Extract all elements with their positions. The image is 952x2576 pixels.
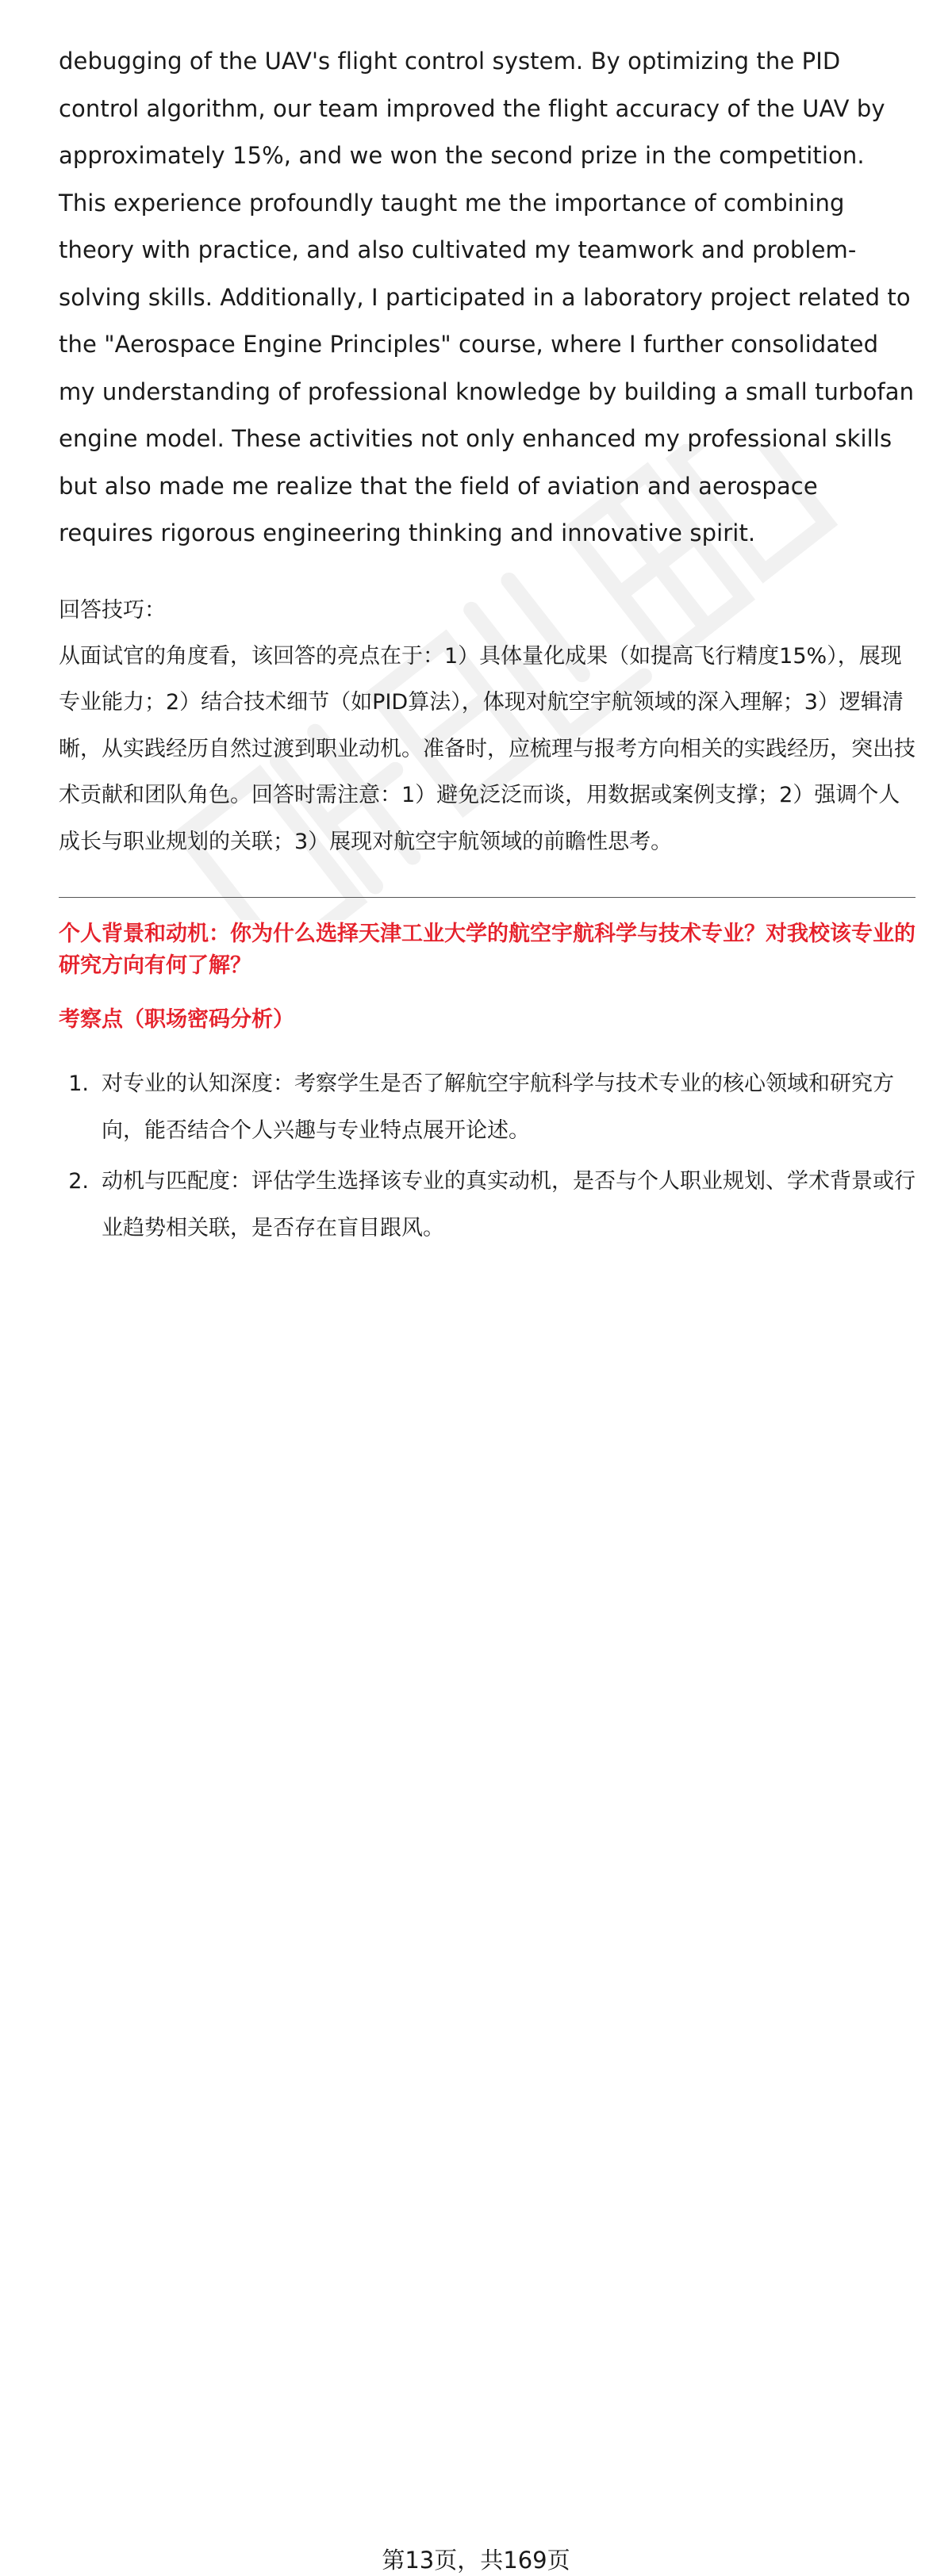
list-item <box>59 1159 916 1252</box>
list-item-number: 1. <box>68 1071 89 1096</box>
assessment-point-list <box>59 1061 916 1252</box>
section-divider <box>59 897 916 898</box>
list-item-number: 2. <box>68 1169 89 1194</box>
tips-paragraph: 从面试官的角度看，该回答的亮点在于：1）具体量化成果（如提高飞行精度15%），展现专业能力；2）结合技术细节（如PID算法），体现对航空宇航领域的深入理解；3）逻辑清晰，从实践经历自然过渡到职业动机。准备时，应梳理与报考方向相关的实践经历，突出技术贡献和团队角色。回答时需注意：1）避免泛泛而谈，用数据或案例支撑；2）强调个人成长与职业规划的关联；3）展现对航空宇航领域的前瞻性思考。 <box>59 643 916 854</box>
assessment-heading: 考察点（职场密码分析） <box>59 1007 294 1032</box>
tips-label: 回答技巧： <box>59 597 166 623</box>
document-page <box>59 38 916 1252</box>
list-item-text: 对专业的认知深度：考察学生是否了解航空宇航科学与技术专业的核心领域和研究方向，能否结合个人兴趣与专业特点展开论述。 <box>102 1071 894 1143</box>
question-title: 个人背景和动机：你为什么选择天津工业大学的航空宇航科学与技术专业？对我校该专业的研究方向有何了解？ <box>59 922 916 978</box>
list-item-text: 动机与匹配度：评估学生选择该专业的真实动机，是否与个人职业规划、学术背景或行业趋势相关联，是否存在盲目跟风。 <box>102 1169 916 1240</box>
answer-paragraph: debugging of the UAV's flight control system. By optimizing the PID control algorithm, our team improved the flight accuracy of the UAV by approximately 15%, and we won the second prize in the competition. This experience profoundly taught me the importance of combining theory with practice, and also cultivated my teamwork and problem-solving skills. Additionally, I participated in a laboratory project related to the "Aerospace Engine Principles" course, where I further consolidated my understanding of professional knowledge by building a small turbofan engine model. These activities not only enhanced my professional skills but also made me realize that the field of aviation and aerospace requires rigorous engineering thinking and innovative spirit. <box>59 48 915 546</box>
list-item <box>59 1061 916 1154</box>
page-number: 第13页，共169页 <box>382 2547 570 2574</box>
